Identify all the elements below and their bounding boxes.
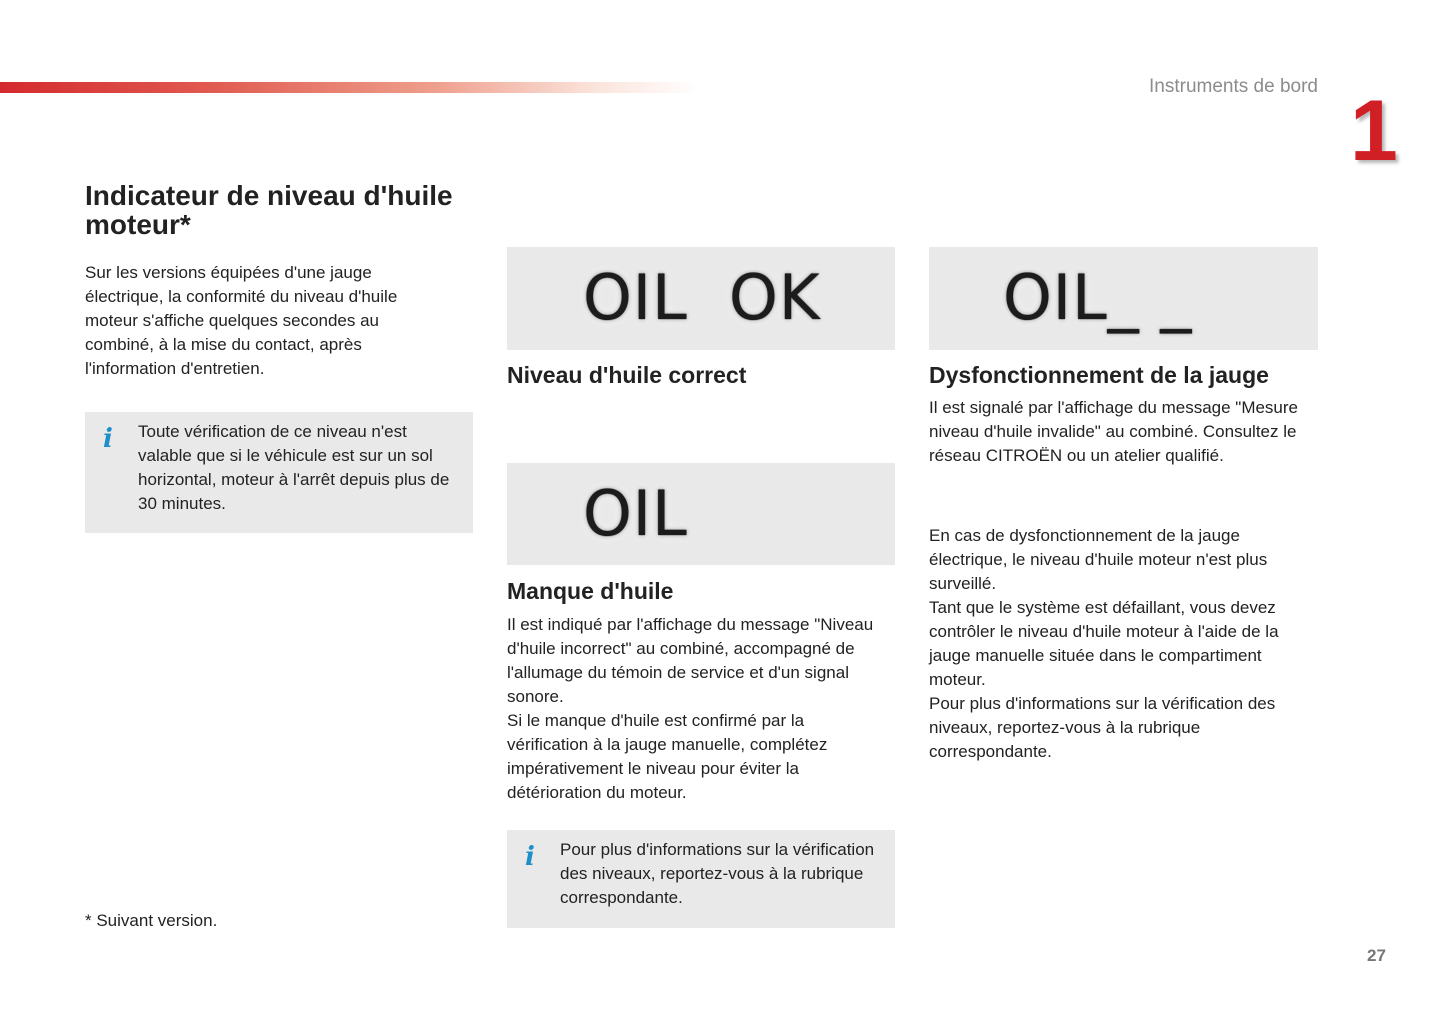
- info-note-levels-text: Pour plus d'informations sur la vérification des niveaux, reportez-vous à la rubrique correspondante.: [560, 840, 875, 907]
- gauge-fault-heading: Dysfonctionnement de la jauge: [929, 362, 1269, 388]
- oil-missing-body: Il est indiqué par l'affichage du message "Niveau d'huile incorrect" au combiné, accompagné de l'allumage du témoin de service et d'un signal sonore. Si le manque d'huile est confirmé par la vérification à la jauge manuelle, complétez impérativement le niveau pour éviter la détérioration du moteur.: [507, 615, 874, 802]
- intro-text: Sur les versions équipées d'une jauge électrique, la conformité du niveau d'huile moteur s'affiche quelques secondes au combiné, à la mise du contact, après l'information d'entretien.: [85, 263, 398, 378]
- info-icon: i: [103, 424, 113, 454]
- oil-ok-display-text: OIL OK: [583, 261, 821, 334]
- gauge-fault-display: [929, 247, 1318, 350]
- oil-ok-heading: Niveau d'huile correct: [507, 362, 747, 388]
- info-note-box: [85, 412, 473, 533]
- chapter-number: 1: [1350, 83, 1398, 179]
- oil-missing-display-text: OIL: [583, 477, 688, 550]
- page-title: Indicateur de niveau d'huile moteur*: [85, 180, 453, 240]
- oil-missing-display: [507, 463, 895, 565]
- gauge-fault-body-1: Il est signalé par l'affichage du message "Mesure niveau d'huile invalide" au combiné. Consultez le réseau CITROËN ou un atelier qualifié.: [929, 398, 1299, 465]
- oil-ok-display: [507, 247, 895, 350]
- gauge-fault-display-text: OIL_ _: [1003, 261, 1193, 334]
- page-number: 27: [1367, 946, 1386, 965]
- header-accent-bar: [0, 82, 700, 93]
- info-note-text: Toute vérification de ce niveau n'est valable que si le véhicule est sur un sol horizontal, moteur à l'arrêt depuis plus de 30 minutes.: [138, 422, 450, 513]
- info-icon: i: [525, 842, 535, 872]
- oil-missing-heading: Manque d'huile: [507, 578, 674, 604]
- info-note-box-levels: [507, 830, 895, 928]
- gauge-fault-body-2: En cas de dysfonctionnement de la jauge électrique, le niveau d'huile moteur n'est plus surveillé. Tant que le système est défaillant, vous devez contrôler le niveau d'huile moteur à l'aide de la jauge manuelle située dans le compartiment moteur. Pour plus d'informations sur la vérification des niveaux, reportez-vous à la rubrique correspondante.: [929, 526, 1279, 761]
- chapter-title: Instruments de bord: [1149, 76, 1318, 97]
- footnote: * Suivant version.: [85, 911, 218, 930]
